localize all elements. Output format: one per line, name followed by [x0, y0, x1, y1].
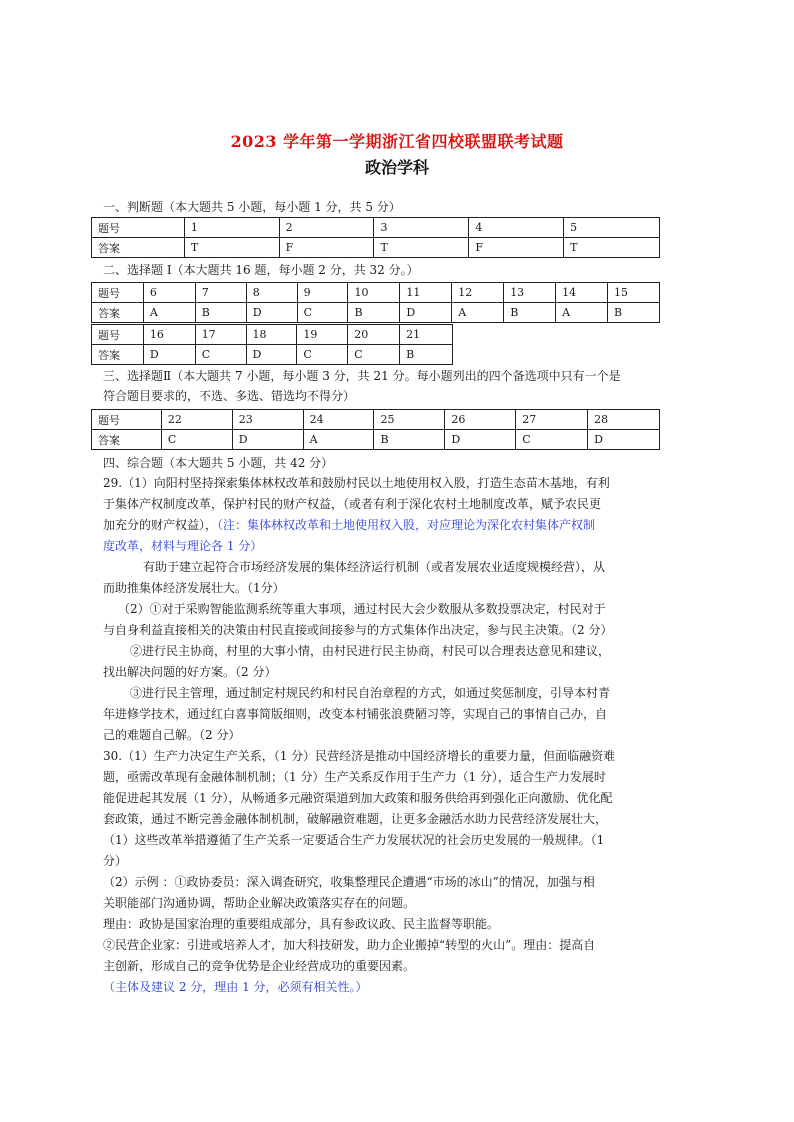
q29-line: 己的难题自己解。（2 分）	[103, 728, 241, 742]
table-cell: C	[516, 430, 588, 450]
table-cell: 答案	[92, 303, 144, 323]
table-row	[92, 345, 453, 365]
table-cell: 10	[348, 283, 400, 303]
table-row	[92, 430, 660, 450]
table-cell: T	[374, 238, 469, 258]
table-cell: 1	[184, 218, 279, 238]
table-cell: 题号	[92, 283, 144, 303]
table-cell: 12	[452, 283, 504, 303]
table-cell: 28	[588, 410, 660, 430]
table-cell: 17	[195, 325, 246, 345]
table-row	[92, 238, 660, 258]
table-cell: 答案	[92, 430, 162, 450]
table-cell: 8	[246, 283, 297, 303]
table-cell: 23	[232, 410, 303, 430]
table-cell: B	[400, 345, 453, 365]
table-cell: 13	[504, 283, 556, 303]
q30-line: 主创新，形成自己的竞争优势是企业经营成功的重要因素。	[103, 959, 416, 973]
section2-heading: 二、选择题 I（本大题共 16 题，每小题 2 分，共 32 分。）	[103, 263, 419, 277]
q29-grading-note: 度改革，材料与理论各 1 分）	[103, 539, 263, 553]
q29-line: ③进行民主管理，通过制定村规民约和村民自治章程的方式，如通过奖惩制度，引导本村青	[130, 686, 611, 700]
table-cell: 21	[400, 325, 453, 345]
table-cell: T	[184, 238, 279, 258]
table-cell: B	[348, 303, 400, 323]
table-cell: C	[348, 345, 400, 365]
q29-line: 年进修学技术，通过红白喜事简版细则，改变本村铺张浪费陋习等，实现自己的事情自己办，自	[103, 707, 608, 721]
q30-line: 题，亟需改革现有金融体制机制；（1 分）生产关系反作用于生产力（1 分），适合生产力发展时	[103, 770, 606, 784]
table-cell: 20	[348, 325, 400, 345]
section1-heading	[103, 199, 401, 215]
table-cell: 22	[161, 410, 232, 430]
q29-line: （2）①对于采购智能监测系统等重大事项，通过村民大会少数服从多数投票决定，村民对于	[118, 602, 606, 616]
table-cell: A	[303, 430, 374, 450]
q30-line: （2）示例 ：①政协委员：深入调查研究，收集整理民企遭遇“市场的冰山”的情况，加强与相	[103, 875, 595, 889]
table-cell: 3	[374, 218, 469, 238]
table-cell: A	[556, 303, 608, 323]
table-cell: C	[195, 345, 246, 365]
table-cell: 18	[246, 325, 297, 345]
table-cell: C	[161, 430, 232, 450]
table-cell: B	[608, 303, 660, 323]
q29-line: 找出解决问题的好方案。（2 分）	[103, 665, 277, 679]
table-cell: B	[195, 303, 246, 323]
table-cell: 15	[608, 283, 660, 303]
table-cell: 题号	[92, 325, 144, 345]
page-title: 2023 学年第一学期浙江省四校联盟联考试题	[230, 132, 564, 151]
table-cell: D	[143, 345, 195, 365]
q30-line: 关职能部门沟通协调，帮助企业解决政策落实存在的问题。	[103, 896, 416, 910]
table-row	[92, 325, 453, 345]
q29-line: 而助推集体经济发展壮大。（1分）	[103, 581, 285, 595]
table-cell: A	[452, 303, 504, 323]
table-cell: 答案	[92, 345, 144, 365]
table-cell: 4	[469, 218, 564, 238]
q30-line: （1）这些改革举措遵循了生产关系一定要适合生产力发展状况的社会历史发展的一般规律。（1	[103, 833, 605, 847]
section1-heading-bold: 一、判断题	[103, 200, 164, 214]
table-cell: D	[400, 303, 452, 323]
section2-table	[91, 282, 660, 323]
table-cell: 14	[556, 283, 608, 303]
table-cell: 题号	[92, 410, 162, 430]
table-cell: 9	[297, 283, 348, 303]
table-cell: D	[445, 430, 516, 450]
table-cell: T	[564, 238, 660, 258]
table-cell: C	[297, 345, 348, 365]
table-cell: 11	[400, 283, 452, 303]
table-cell: 25	[374, 410, 445, 430]
section1-heading-rest: （本大题共 5 小题，每小题 1 分，共 5 分）	[163, 200, 401, 214]
table-cell: 26	[445, 410, 516, 430]
table-cell: F	[469, 238, 564, 258]
q29-line: 于集体产权制度改革，保护村民的财产权益，（或者有利于深化农村土地制度改革，赋予农民更	[103, 497, 602, 511]
q30-line: ②民营企业家：引进或培养人才，加大科技研发，助力企业搬掉“转型的火山”。理由：提高自	[103, 938, 596, 952]
table-row	[92, 218, 660, 238]
q29-grading-note: （注：集体林权改革和土地使用权入股，对应理论为深化农村集体产权制	[217, 518, 596, 532]
section3-heading-line2: 符合题目要求的，不选、多选、错选均不得分）	[103, 389, 356, 403]
table-cell: 答案	[92, 238, 185, 258]
q29-text: 加充分的财产权益），	[103, 518, 218, 532]
section3-table	[91, 409, 660, 450]
table-cell: B	[374, 430, 445, 450]
section2-table-continued	[91, 324, 453, 365]
q30-grading-note: （主体及建议 2 分，理由 1 分，必须有相关性。）	[103, 980, 368, 994]
table-cell: C	[297, 303, 348, 323]
section1-table	[91, 217, 660, 258]
q30-line: 理由：政协是国家治理的重要组成部分，具有参政议政、民主监督等职能。	[103, 917, 500, 931]
table-cell: D	[246, 303, 297, 323]
q30-line: 分）	[103, 854, 128, 868]
section3-heading-line1: 三、选择题Ⅱ（本大题共 7 小题，每小题 3 分，共 21 分。每小题列出的四个备选项中只有一个是	[103, 369, 621, 383]
page-subtitle: 政治学科	[364, 158, 429, 177]
table-cell: F	[279, 238, 374, 258]
q29-line: 29.（1）向阳村坚持探索集体林权改革和鼓励村民以土地使用权入股，打造生态苗木基地，有利	[103, 476, 610, 490]
q30-line: 能促进起其发展（1 分），从畅通多元融资渠道到加大政策和服务供给再到强化正向激励、优化配	[103, 791, 613, 805]
q30-line: 套政策，通过不断完善金融体制机制，破解融资难题，让更多金融活水助力民营经济发展壮大，	[103, 812, 608, 826]
table-row	[92, 410, 660, 430]
section4-heading: 四、综合题（本大题共 5 小题，共 42 分）	[103, 456, 334, 470]
table-cell: 24	[303, 410, 374, 430]
table-cell: D	[246, 345, 297, 365]
q29-line	[103, 517, 595, 533]
table-cell: 27	[516, 410, 588, 430]
q29-line: ②进行民主协商，村里的大事小情，由村民进行民主协商，村民可以合理表达意见和建议，	[130, 644, 611, 658]
table-cell: 19	[297, 325, 348, 345]
table-cell: 题号	[92, 218, 185, 238]
q29-line: 与自身利益直接相关的决策由村民直接或间接参与的方式集体作出决定，参与民主决策。（2 分）	[103, 623, 613, 637]
table-cell: 5	[564, 218, 660, 238]
table-cell: 2	[279, 218, 374, 238]
q30-line: 30.（1）生产力决定生产关系，（1 分）民营经济是推动中国经济增长的重要力量，但面临融资难	[103, 749, 616, 763]
table-cell: 6	[143, 283, 195, 303]
table-row	[92, 303, 660, 323]
table-row	[92, 283, 660, 303]
table-cell: 16	[143, 325, 195, 345]
table-cell: 7	[195, 283, 246, 303]
q29-line: 有助于建立起符合市场经济发展的集体经济运行机制（或者发展农业适度规模经营），从	[143, 560, 606, 574]
table-cell: D	[232, 430, 303, 450]
table-cell: D	[588, 430, 660, 450]
table-cell: B	[504, 303, 556, 323]
table-cell: A	[143, 303, 195, 323]
